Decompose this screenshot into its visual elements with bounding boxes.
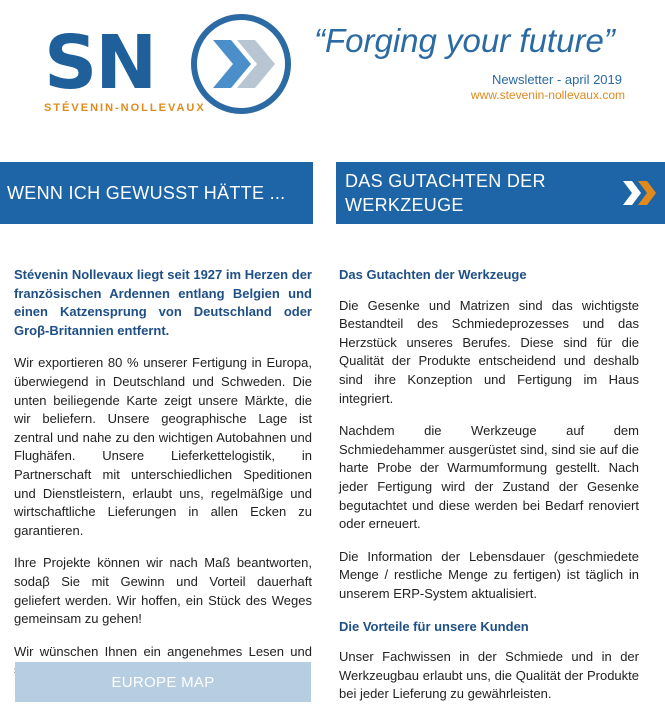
company-logo (28, 8, 308, 126)
paragraph: Ihre Projekte können wir nach Maß beantworten, sodaβ Sie mit Gewinn und Vorteil dauerhaft geliefert werden. Wir hoffen, ein Stück des Weges gemeinsam zu gehen! (14, 555, 312, 627)
right-section-title: DAS GUTACHTEN DER WERKZEUGE (345, 171, 546, 215)
newsletter-date: Newsletter - april 2019 (491, 72, 622, 87)
double-chevron-icon (621, 178, 661, 208)
left-section-title: WENN ICH GEWUSST HÄTTE ... (7, 183, 286, 203)
logo-subtitle: STÉVENIN-NOLLEVAUX (44, 102, 206, 114)
europe-map-button[interactable] (15, 662, 311, 702)
paragraph: Nachdem die Werkzeuge auf dem Schmiedehammer ausgerüstet sind, sind sie auf die harte Probe der Warmumformung gestellt. Nach jeder Fertigung wird der Zustand der Gesenke begutachtet und diese werden bei Bedarf renoviert oder erneuert. (339, 423, 639, 532)
europe-map-label: EUROPE MAP (111, 673, 215, 691)
paragraph: Wir wünschen Ihnen ein angenehmes Lesen und (14, 643, 312, 659)
paragraph: Die Gesenke und Matrizen sind das wichtigste Bestandteil des Schmiedeprozesses und das Herzstück unseres Berufes. Diese sind für die Qualität der Produkte entscheidend und deshalb sind ihre Konzeption und Fertigung im Haus integriert. (339, 297, 639, 406)
paragraph: Die Information der Lebensdauer (geschmiedete Menge / restliche Menge zu fertigen) ist täglich in unserem ERP-System aktualisiert. (339, 548, 639, 601)
right-column (339, 266, 639, 718)
paragraph: Unser Fachwissen in der Schmiede und in der Werkzeugbau erlaubt uns, die Qualität der Produkte bei jeder Lieferung zu gewährleisten. (339, 649, 639, 702)
paragraph: Wir exportieren 80 % unserer Fertigung in Europa, überwiegend in Deutschland und Schweden. Die unten beiliegende Karte zeigt unsere Märkte, die wir beliefern. Unsere geographische Lage ist zentral und nahe zu den wichtigen Autobahnen und Flughäfen. Unsere Lieferkettelogistik, in Partnerschaft mit unterschiedlichen Speditionen und Dienstleistern, erlaubt uns, regelmäßige und wirtschaftliche Lieferungen in allen Ecken zu garantieren. (14, 355, 312, 538)
section-heading: Die Vorteile für unsere Kunden (339, 618, 529, 634)
logo-chevron-icon (191, 14, 291, 114)
intro-lead: Stévenin Nollevaux liegt seit 1927 im Herzen der französischen Ardennen entlang Belgien und einen Katzensprung von Deutschland oder Groβ-Britannien entfernt. (14, 267, 312, 338)
tagline: “Forging your future” (314, 22, 615, 59)
left-column (14, 266, 312, 694)
section-heading: Das Gutachten der Werkzeuge (339, 267, 527, 282)
website-link[interactable]: www.stevenin-nollevaux.com (470, 88, 625, 102)
left-section-header (0, 162, 313, 224)
right-section-header (336, 162, 665, 224)
logo-letters: SN (44, 20, 156, 106)
